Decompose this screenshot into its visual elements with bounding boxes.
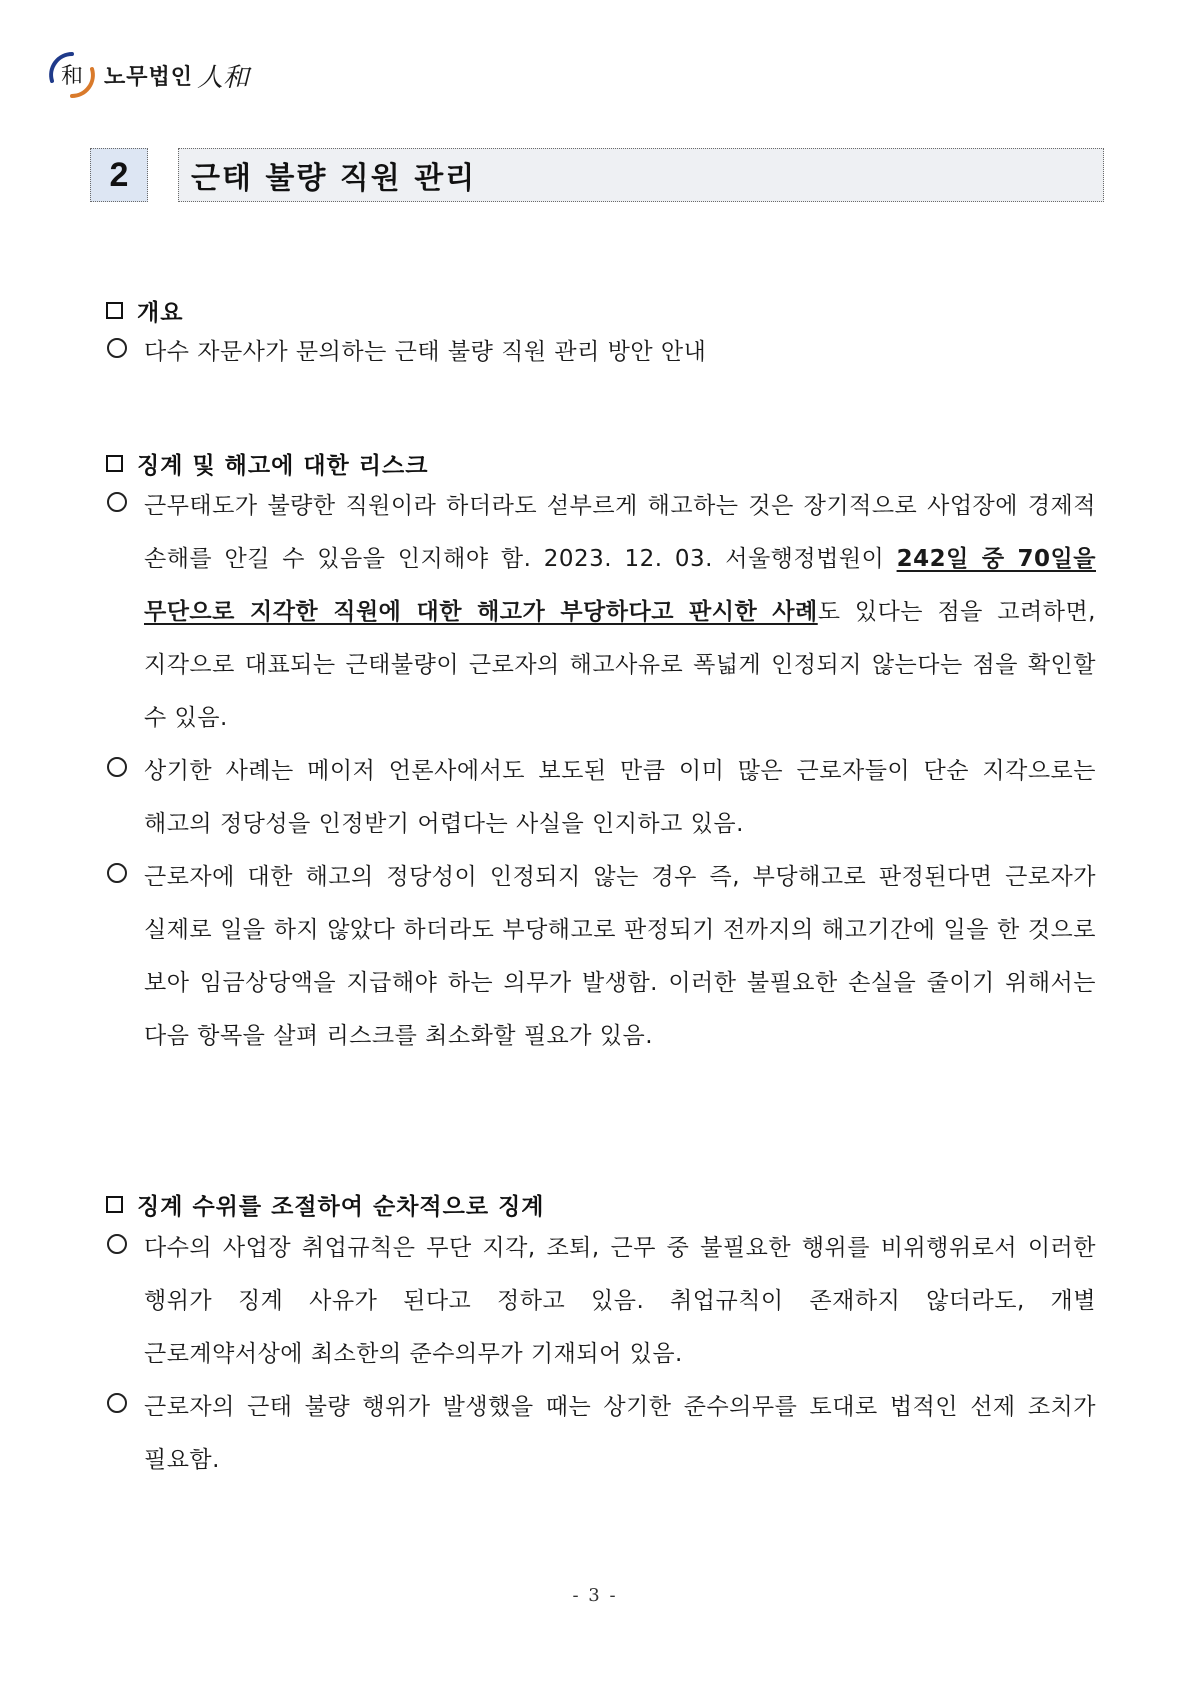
list-item [106, 1381, 1096, 1487]
heading-discipline [106, 1186, 545, 1222]
square-bullet-icon [106, 302, 123, 319]
firm-seal-icon [48, 51, 96, 99]
item-text: 다수 자문사가 문의하는 근태 불량 직원 관리 방안 안내 [144, 339, 707, 365]
item-text: 근로자에 대한 해고의 정당성이 인정되지 않는 경우 즉, 부당해고로 판정된다면 근로자가 실제로 일을 하지 않았다 하더라도 부당해고로 판정되기 전까지의 해고기간에 일을 한 것으로 보아 임금상당액을 지급해야 하는 의무가 발생함. 이러한 불필요한 손실을 줄이기 위해서는 다음 항목을 살펴 리스크를 최소화할 필요가 있음. [144, 864, 1096, 1049]
list-item [106, 326, 1096, 379]
item-text-post: 도 있다는 점을 고려하면, 지각으로 대표되는 근태불량이 근로자의 해고사유로 폭넓게 인정되지 않는다는 점을 확인할 수 있음. [144, 599, 1096, 731]
circle-bullet-icon [107, 757, 127, 777]
item-text: 근로자의 근태 불량 행위가 발생했을 때는 상기한 준수의무를 토대로 법적인 선제 조치가 필요함. [144, 1394, 1096, 1473]
list-item [106, 1222, 1096, 1381]
section-number: 2 [90, 148, 148, 202]
item-text [144, 480, 1096, 745]
circle-bullet-icon [107, 1393, 127, 1413]
square-bullet-icon [106, 455, 123, 472]
list-item [106, 745, 1096, 851]
heading-text: 징계 및 해고에 대한 리스크 [137, 452, 429, 479]
heading-text: 개요 [137, 299, 184, 326]
heading-overview [106, 292, 183, 328]
section-title: 근태 불량 직원 관리 [178, 148, 1104, 202]
square-bullet-icon [106, 1196, 123, 1213]
firm-logo [48, 50, 249, 100]
circle-bullet-icon [107, 1234, 127, 1254]
heading-text: 징계 수위를 조절하여 순차적으로 징계 [137, 1193, 545, 1220]
item-text-pre: 근무태도가 불량한 직원이라 하더라도 섣부르게 해고하는 것은 장기적으로 사업장에 경제적 손해를 안길 수 있음을 인지해야 함. 2023. 12. 03. 서울행정법원이 [144, 493, 1096, 572]
page-number: - 3 - [572, 1585, 618, 1606]
item-text: 다수의 사업장 취업규칙은 무단 지각, 조퇴, 근무 중 불필요한 행위를 비위행위로서 이러한 행위가 징계 사유가 된다고 정하고 있음. 취업규칙이 존재하지 않더라도, 개별 근로계약서상에 최소한의 준수의무가 기재되어 있음. [144, 1235, 1096, 1367]
circle-bullet-icon [107, 492, 127, 512]
seal-char: 和 [60, 64, 84, 89]
item-text: 상기한 사례는 메이저 언론사에서도 보도된 만큼 이미 많은 근로자들이 단순 지각으로는 해고의 정당성을 인정받기 어렵다는 사실을 인지하고 있음. [144, 758, 1096, 837]
firm-hanja: 人和 [197, 62, 250, 93]
court-case-highlight: 242일 중 70일을 무단으로 지각한 직원에 대한 해고가 부당하다고 판시한 사례 [144, 546, 1096, 625]
heading-risk [106, 445, 428, 481]
list-item [106, 480, 1096, 745]
list-item [106, 851, 1096, 1063]
circle-bullet-icon [107, 863, 127, 883]
firm-name: 노무법인 [104, 64, 194, 90]
circle-bullet-icon [107, 338, 127, 358]
